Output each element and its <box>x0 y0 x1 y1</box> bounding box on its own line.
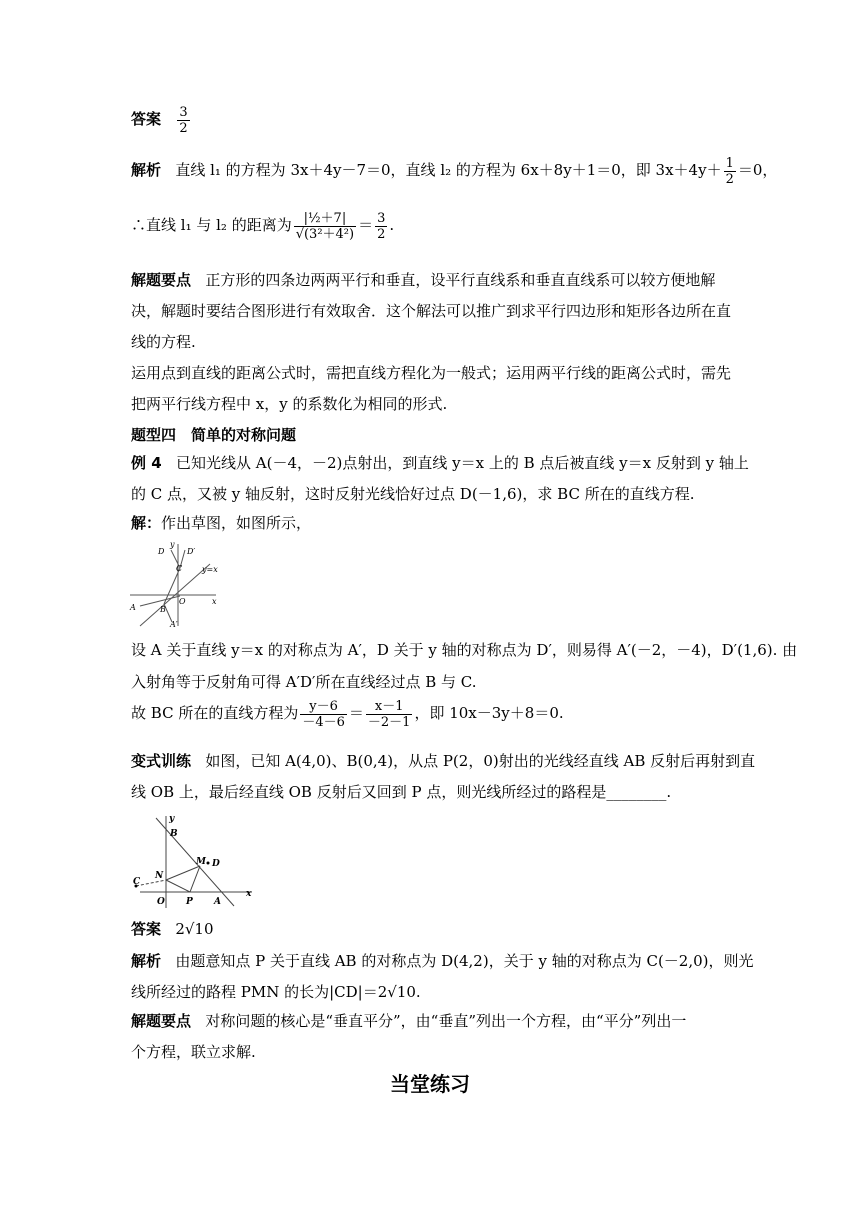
fig2-label-D: D <box>212 859 220 869</box>
fig1-label-yx: y=x <box>202 565 218 574</box>
distance-fraction: $\frac{\text{|½＋7|}}{\text{√(3²＋4²)}}$ <box>295 210 355 242</box>
jiexi-1-line2: ∴直线 l₁ 与 l₂ 的距离为 $\frac{\text{|½＋7|}}{\text{√(3²＋4²)}}$ ＝ $\frac{3}{2}$ . <box>131 210 395 242</box>
fig2-label-x: x <box>246 889 252 899</box>
fig1-label-B: B <box>160 605 166 614</box>
example-4: 例 4 已知光线从 A(－4，－2)点射出，到直线 y＝x 上的 B 点后被直线 y＝x 反射到 y 轴上 的 C 点，又被 y 轴反射，这时反射光线恰好过点 D(－1,6)，求 BC 所在的直线方程. <box>131 454 749 503</box>
footer-title: 当堂练习 <box>390 1072 470 1096</box>
fig1-label-C: C <box>176 564 183 573</box>
fig1-label-y: y <box>170 540 175 549</box>
fig1-label-Ap: A′ <box>170 620 178 629</box>
fig2-label-O: O <box>157 897 165 907</box>
answer-label: 答案 <box>131 110 162 128</box>
bianshi-xunlian: 变式训练 如图，已知 A(4,0)、B(0,4)，从点 P(2，0)射出的光线经直线 AB 反射后再射到直 线 OB 上，最后经直线 OB 反射后又回到 P 点，则光线所经过的路程是________. <box>131 752 756 801</box>
fig2-label-C: C <box>133 877 141 887</box>
solution-body: 设 A 关于直线 y＝x 的对称点为 A′，D 关于 y 轴的对称点为 D′，则易得 A′(－2，－4)，D′(1,6). 由 入射角等于反射角可得 A′D′所在直线经过点 B 与 C. <box>131 641 798 691</box>
yaodian-2: 解题要点 对称问题的核心是“垂直平分”，由“垂直”列出一个方程，由“平分”列出一 个方程，联立求解. <box>131 1012 687 1061</box>
jiexi-2: 解析 由题意知点 P 关于直线 AB 的对称点为 D(4,2)，关于 y 轴的对称点为 C(－2,0)，则光 线所经过的路程 PMN 的长为|CD|＝2√10. <box>131 952 754 1001</box>
jiexi-label: 解析 <box>131 161 162 179</box>
answer-1 <box>131 104 731 136</box>
fig1-label-D: D <box>158 547 165 556</box>
fig2-label-B: B <box>170 829 178 839</box>
fig2-label-N: N <box>155 871 164 881</box>
jiexi-1-line1: 解析 直线 l₁ 的方程为 3x＋4y－7＝0，直线 l₂ 的方程为 6x＋8y＋1＝0，即 3x＋4y＋ $\frac{1}{2}$ ＝0， <box>131 155 778 187</box>
fig2-label-M: M <box>196 857 206 867</box>
figure-2 <box>130 812 255 910</box>
solution-equation: 故 BC 所在的直线方程为 $\frac{y-6}{-4-6}$ ＝ $\frac{x-1}{-2-1}$ ，即 10x－3y＋8＝0. <box>131 698 564 730</box>
answer-fraction: $\frac{3}{2}$ <box>179 104 188 136</box>
fig1-label-x: x <box>212 597 217 606</box>
answer-2: 答案 2√10 <box>131 920 214 938</box>
fig1-label-O: O <box>179 597 186 606</box>
fig2-label-y: y <box>169 814 175 824</box>
fig2-label-P: P <box>186 897 193 907</box>
section-title: 题型四 简单的对称问题 <box>131 426 297 444</box>
fig1-label-Dp: D′ <box>187 547 196 556</box>
yaodian-1: 解题要点 正方形的四条边两两平行和垂直，设平行直线系和垂直直线系可以较方便地解 决，解题时要结合图形进行有效取舍．这个解法可以推广到求平行四边形和矩形各边所在直 线的方程. 运用点到直线的距离公式时，需把直线方程化为一般式；运用两平行线的距离公式时，需先 把两平行线方程中 x，y 的系数化为相同的形式. <box>131 271 732 413</box>
fig1-label-A: A <box>130 603 136 612</box>
fig2-label-A: A <box>214 897 221 907</box>
figure-1 <box>128 538 223 630</box>
solution-intro: 解：作出草图，如图所示， <box>131 514 312 532</box>
